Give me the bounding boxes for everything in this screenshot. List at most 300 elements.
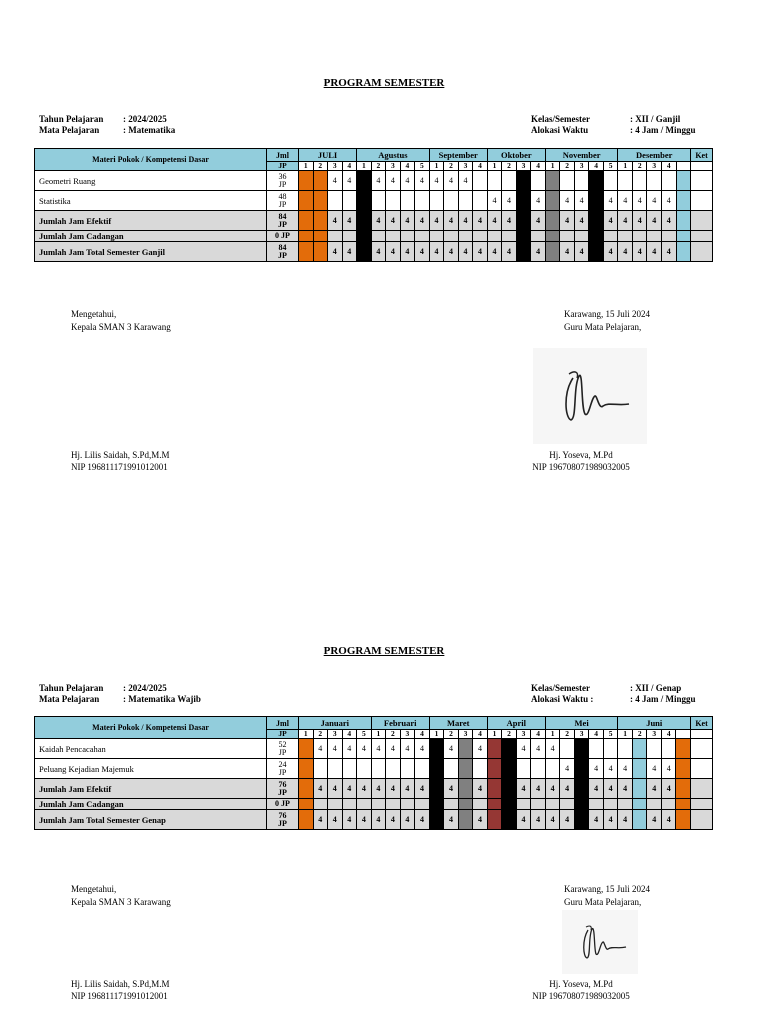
row-label: Jumlah Jam Total Semester Genap [35,810,267,830]
week-cell: 4 [618,810,633,830]
mapel-value: : Matematika Wajib [123,694,201,704]
week-cell: 4 [545,739,560,759]
week-cell: 4 [386,810,401,830]
table-row [35,799,713,810]
week-cell: 4 [328,211,343,231]
row-jml-value: 48 [278,191,287,201]
guru-name: Hj. Yoseva, M.Pd [549,979,613,989]
week-cell [357,799,372,810]
week-cell [545,759,560,779]
row-ket [691,810,713,830]
week-cell [603,799,618,810]
row-label: Jumlah Jam Cadangan [35,799,267,810]
week-cell: 4 [357,779,372,799]
week-cell [429,759,444,779]
week-cell [400,799,415,810]
row-ket [691,799,713,810]
week-cell: 4 [415,171,430,191]
week-cell [473,799,488,810]
week-number: 1 [429,730,444,739]
row-jml [267,759,299,779]
row-label: Jumlah Jam Efektif [35,779,267,799]
month-header: Juni [618,717,691,730]
tahun-value: : 2024/2025 [123,114,167,124]
signature-image [562,910,638,974]
week-cell [299,810,314,830]
week-cell [516,799,531,810]
alokasi-value: : 4 Jam / Minggu [630,694,696,704]
month-header: Mei [545,717,618,730]
week-cell [429,739,444,759]
month-header: November [545,149,618,162]
week-cell [531,759,546,779]
week-number: 2 [560,162,575,171]
week-cell: 4 [632,191,647,211]
row-label: Jumlah Jam Efektif [35,211,267,231]
week-cell [458,759,473,779]
week-cell: 4 [647,779,662,799]
week-number: 2 [371,162,386,171]
guru-nip: NIP 196708071989032005 [532,991,630,1001]
week-number: 3 [386,162,401,171]
week-cell: 4 [647,191,662,211]
week-cell: 4 [386,739,401,759]
row-jml-value: 52 [278,739,287,749]
week-cell [487,759,502,779]
week-cell [603,739,618,759]
week-cell: 4 [516,739,531,759]
week-cell [299,779,314,799]
week-number: 2 [386,730,401,739]
week-number: 1 [487,730,502,739]
guru-title: Guru Mata Pelajaran, [564,322,642,332]
row-label: Statistika [35,191,267,211]
week-number: 3 [516,730,531,739]
week-cell [676,779,691,799]
week-cell: 4 [589,779,604,799]
week-cell [357,759,372,779]
week-number: 4 [415,730,430,739]
week-number: 4 [473,162,488,171]
week-cell [574,759,589,779]
week-number: 1 [429,162,444,171]
row-jml [267,739,299,759]
week-cell: 4 [487,211,502,231]
week-cell: 4 [342,739,357,759]
header-ket: Ket [691,717,713,730]
row-jml-unit: JP [278,250,287,260]
week-cell [487,799,502,810]
kepala-name: Hj. Lilis Saidah, S.Pd,M.M [71,979,170,989]
week-cell: 4 [560,242,575,262]
week-cell: 4 [661,759,676,779]
week-cell [661,799,676,810]
row-label: Geometri Ruang [35,171,267,191]
week-cell: 4 [313,810,328,830]
week-number: 4 [661,162,676,171]
week-cell: 4 [473,211,488,231]
week-number: 3 [400,730,415,739]
week-cell [473,759,488,779]
week-cell: 4 [458,211,473,231]
week-cell: 4 [502,211,517,231]
week-number: 3 [647,162,662,171]
week-cell: 4 [618,242,633,262]
week-cell [574,739,589,759]
week-number: 1 [299,730,314,739]
week-cell [589,799,604,810]
table-row [35,759,713,779]
kepala-nip: NIP 196811171991012001 [71,462,168,472]
month-header: Maret [429,717,487,730]
week-cell: 4 [589,759,604,779]
week-cell: 4 [444,810,459,830]
week-cell [545,799,560,810]
tahun-label: Tahun Pelajaran [39,683,104,693]
week-number: 2 [502,162,517,171]
week-cell [429,810,444,830]
week-cell: 4 [560,211,575,231]
week-number: 3 [647,730,662,739]
week-cell: 4 [531,779,546,799]
guru-title: Guru Mata Pelajaran, [564,897,642,907]
week-cell: 4 [574,242,589,262]
week-cell: 4 [603,242,618,262]
tahun-label: Tahun Pelajaran [39,114,104,124]
week-number: 2 [632,730,647,739]
row-jml-unit: JP [278,219,287,229]
week-cell [342,799,357,810]
week-cell: 4 [560,779,575,799]
week-cell: 4 [342,810,357,830]
week-cell [386,799,401,810]
week-number: 3 [328,162,343,171]
week-cell: 4 [661,191,676,211]
week-cell: 4 [473,739,488,759]
month-header: Februari [371,717,429,730]
kelas-value: : XII / Genap [630,683,682,693]
week-cell [371,799,386,810]
week-cell [531,799,546,810]
week-number: 3 [574,730,589,739]
week-cell [415,759,430,779]
week-number: 4 [589,730,604,739]
week-cell [632,759,647,779]
mapel-label: Mata Pelajaran [39,125,100,135]
week-cell [328,799,343,810]
week-cell: 4 [618,191,633,211]
alokasi-label: Alokasi Waktu : [531,694,594,704]
week-cell: 4 [415,211,430,231]
week-cell: 4 [589,810,604,830]
week-cell [676,739,691,759]
week-number: 3 [458,162,473,171]
week-cell: 4 [603,211,618,231]
week-cell: 4 [560,759,575,779]
kelas-label: Kelas/Semester [531,114,590,124]
week-cell [632,799,647,810]
week-cell: 4 [328,242,343,262]
week-cell: 4 [386,171,401,191]
row-jml-unit: JP [278,787,287,797]
guru-signature-block [531,978,631,1002]
week-cell: 4 [342,779,357,799]
week-cell [632,739,647,759]
week-cell [487,739,502,759]
week-cell [458,799,473,810]
week-number: 2 [313,162,328,171]
week-cell: 4 [400,779,415,799]
week-cell: 4 [429,211,444,231]
week-number: 2 [313,730,328,739]
week-cell: 4 [574,191,589,211]
week-cell [487,779,502,799]
week-cell: 4 [603,810,618,830]
week-number: 2 [444,730,459,739]
row-jml [267,810,299,830]
header-jp: JP [267,162,299,171]
week-cell [647,739,662,759]
week-number: 1 [357,162,372,171]
row-jml-value: 76 [278,810,287,820]
week-cell: 4 [516,779,531,799]
week-cell: 4 [618,759,633,779]
week-cell: 4 [400,810,415,830]
week-cell [676,799,691,810]
document-title: PROGRAM SEMESTER [323,77,445,89]
week-cell [487,810,502,830]
week-cell: 4 [545,779,560,799]
week-cell: 4 [371,211,386,231]
week-number: 3 [458,730,473,739]
week-cell [328,759,343,779]
week-cell: 4 [458,242,473,262]
month-header: Januari [299,717,372,730]
meta-left [39,683,201,705]
week-cell [589,739,604,759]
week-cell: 4 [487,242,502,262]
week-cell: 4 [661,779,676,799]
kelas-value: : XII / Ganjil [630,114,681,124]
kepala-nip: NIP 196811171991012001 [71,991,168,1001]
week-cell [618,739,633,759]
week-number: 4 [342,162,357,171]
week-cell: 4 [400,171,415,191]
place-date: Karawang, 15 Juli 2024 [564,309,650,319]
row-label: Jumlah Jam Cadangan [35,231,267,242]
week-cell: 4 [328,739,343,759]
week-cell: 4 [371,171,386,191]
approval-left [71,883,171,909]
month-header: September [429,149,487,162]
week-cell [618,799,633,810]
week-number: 1 [545,162,560,171]
row-jml-value: 84 [278,242,287,252]
guru-name: Hj. Yoseva, M.Pd [549,450,613,460]
week-cell: 4 [371,779,386,799]
table-row [35,739,713,759]
week-cell: 4 [473,242,488,262]
week-cell: 4 [313,739,328,759]
week-cell: 4 [328,810,343,830]
week-cell: 4 [545,810,560,830]
week-cell [661,739,676,759]
guru-nip: NIP 196708071989032005 [532,462,630,472]
week-number: 1 [299,162,314,171]
week-cell [574,779,589,799]
week-cell [299,739,314,759]
place-date: Karawang, 15 Juli 2024 [564,884,650,894]
kepala-name: Hj. Lilis Saidah, S.Pd,M.M [71,450,170,460]
week-cell: 4 [429,242,444,262]
week-cell: 4 [531,211,546,231]
week-cell: 4 [371,242,386,262]
table-row [35,810,713,830]
week-cell: 4 [386,211,401,231]
week-cell: 4 [487,191,502,211]
month-header: April [487,717,545,730]
row-jml-unit: JP [278,179,287,189]
semester-schedule-table [34,716,713,830]
row-ket [691,759,713,779]
week-cell: 4 [531,810,546,830]
week-cell: 4 [632,242,647,262]
week-cell: 4 [531,191,546,211]
week-number: 5 [603,730,618,739]
row-jml [267,799,299,810]
week-number: 4 [531,162,546,171]
week-cell [502,739,517,759]
row-jml-unit: JP [278,199,287,209]
week-cell [502,810,517,830]
mengetahui-text: Mengetahui, [71,884,117,894]
approval-right [564,883,650,909]
week-cell [458,779,473,799]
week-cell: 4 [647,211,662,231]
week-number: 5 [415,162,430,171]
week-number: 1 [618,162,633,171]
month-header: JULI [299,149,357,162]
week-cell: 4 [661,242,676,262]
week-cell: 4 [502,191,517,211]
week-number: 1 [618,730,633,739]
row-label: Kaidah Pencacahan [35,739,267,759]
week-cell: 4 [560,810,575,830]
week-cell: 4 [632,211,647,231]
week-cell: 4 [400,211,415,231]
week-cell: 4 [531,242,546,262]
week-cell: 4 [429,171,444,191]
week-cell: 4 [342,171,357,191]
week-cell [632,779,647,799]
week-cell [458,739,473,759]
week-number: 1 [487,162,502,171]
week-cell: 4 [531,739,546,759]
week-cell: 4 [603,779,618,799]
row-jml-unit: JP [278,767,287,777]
week-cell: 4 [386,242,401,262]
week-cell: 4 [415,810,430,830]
week-cell: 4 [357,739,372,759]
week-cell [299,759,314,779]
week-cell: 4 [603,191,618,211]
week-number: 5 [603,162,618,171]
row-label: Peluang Kejadian Majemuk [35,759,267,779]
week-cell [632,810,647,830]
week-number: 1 [545,730,560,739]
kepala-signature-block [71,978,170,1002]
week-cell [371,759,386,779]
week-cell: 4 [603,759,618,779]
week-cell [313,759,328,779]
week-cell: 4 [415,739,430,759]
row-ket [691,739,713,759]
week-cell [444,759,459,779]
week-cell: 4 [400,739,415,759]
week-cell [560,739,575,759]
mengetahui-text: Mengetahui, [71,309,117,319]
row-jml-value: 0 JP [275,231,290,240]
week-cell: 4 [386,779,401,799]
row-jml-value: 84 [278,211,287,221]
row-jml-value: 76 [278,779,287,789]
week-cell: 4 [574,211,589,231]
row-jml-value: 36 [278,171,287,181]
week-cell: 4 [444,739,459,759]
week-cell: 4 [415,779,430,799]
week-cell: 4 [444,779,459,799]
week-number: 2 [502,730,517,739]
week-cell [676,810,691,830]
table-row [35,779,713,799]
week-cell: 4 [371,739,386,759]
week-cell [502,799,517,810]
week-cell: 4 [661,810,676,830]
week-number: 2 [632,162,647,171]
month-header: Desember [618,149,691,162]
week-number: 4 [531,730,546,739]
week-cell [647,799,662,810]
week-cell: 4 [415,242,430,262]
week-number: 4 [342,730,357,739]
week-cell [400,759,415,779]
header-ket: Ket [691,149,713,162]
week-number: 5 [357,730,372,739]
month-header: Agustus [357,149,430,162]
week-cell: 4 [400,242,415,262]
header-materi: Materi Pokok / Kompetensi Dasar [35,717,267,739]
week-cell: 4 [473,779,488,799]
week-number: 2 [560,730,575,739]
header-jml: Jml [267,717,299,730]
week-number: 3 [328,730,343,739]
week-cell [429,799,444,810]
week-cell: 4 [458,171,473,191]
week-cell: 4 [618,211,633,231]
mapel-label: Mata Pelajaran [39,694,100,704]
week-cell [429,779,444,799]
mapel-value: : Matematika [123,125,176,135]
week-cell: 4 [328,171,343,191]
row-jml-value: 24 [278,759,287,769]
kepala-title: Kepala SMAN 3 Karawang [71,322,171,332]
week-cell [299,799,314,810]
alokasi-label: Alokasi Waktu [531,125,589,135]
week-cell: 4 [618,779,633,799]
week-cell: 4 [516,810,531,830]
week-number: 3 [574,162,589,171]
week-cell: 4 [357,810,372,830]
